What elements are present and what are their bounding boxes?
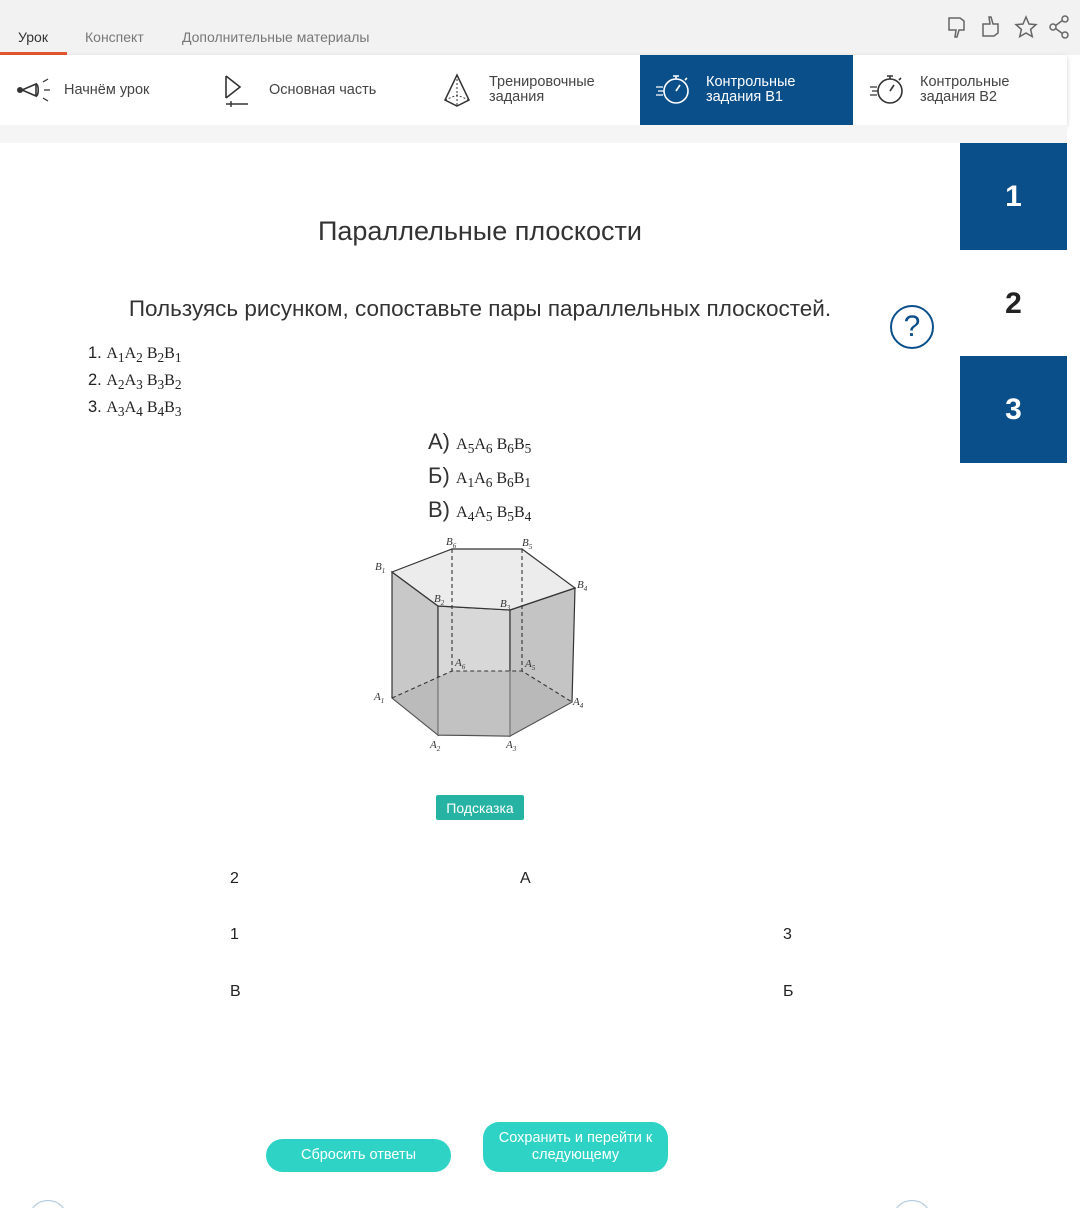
label-a6: $A_6$	[455, 657, 466, 671]
divider-strip	[0, 125, 1067, 143]
drag-tile-3[interactable]: 3	[783, 926, 792, 943]
task-tab-2[interactable]: 2	[960, 250, 1067, 357]
like-icon[interactable]	[980, 14, 1004, 40]
section-label: Начнём урок	[64, 81, 150, 98]
label-b4: $B_4$	[577, 579, 588, 593]
label-b6: $B_6$	[446, 536, 457, 550]
label-b2: $B_2$	[434, 593, 445, 607]
tab-lesson[interactable]: Урок	[18, 29, 48, 45]
section-start-lesson[interactable]	[10, 55, 210, 125]
label-a5: $A_5$	[525, 658, 536, 672]
section-control-tasks-b2[interactable]	[866, 55, 1066, 125]
play-icon	[215, 68, 259, 112]
section-navigation	[0, 55, 1067, 125]
question-text: Пользуясь рисунком, сопоставьте пары параллельных плоскостей.	[128, 296, 832, 321]
page-title: Параллельные плоскости	[317, 216, 642, 246]
lettered-planes-list	[428, 428, 531, 531]
list-item: 3. $A_3A_4$ $B_4B_3$	[88, 398, 182, 420]
prev-nav-button[interactable]	[28, 1200, 68, 1208]
list-item: 2. $A_2A_3$ $B_3B_2$	[88, 371, 182, 393]
next-nav-button[interactable]	[892, 1200, 932, 1208]
list-item: В) $A_4A_5$ $B_5B_4$	[428, 497, 532, 525]
drag-tile-a[interactable]: А	[520, 870, 531, 887]
section-training-tasks[interactable]	[435, 55, 635, 125]
drag-tile-2[interactable]: 2	[230, 870, 239, 887]
label-a3: $A_3$	[506, 739, 517, 753]
label-a4: $A_4$	[573, 696, 584, 710]
help-icon[interactable]: ?	[890, 305, 934, 349]
list-item: 1. $A_1A_2$ $B_2B_1$	[88, 344, 182, 366]
tab-additional-materials[interactable]: Дополнительные материалы	[182, 29, 370, 45]
pyramid-icon	[435, 68, 479, 112]
section-label: Контрольные задания В2	[920, 74, 1010, 105]
section-label: Контрольные задания В1	[706, 74, 796, 105]
drag-tile-1[interactable]: 1	[230, 926, 239, 943]
section-label: Тренировочные задания	[489, 74, 595, 105]
task-tab-3[interactable]: 3	[960, 356, 1067, 463]
label-b5: $B_5$	[522, 537, 533, 551]
drag-tile-b[interactable]: Б	[783, 983, 794, 1000]
list-item: А) $A_5A_6$ $B_6B_5$	[428, 429, 532, 457]
hexagonal-prism-figure	[370, 530, 600, 760]
star-icon[interactable]	[1014, 14, 1038, 40]
list-item: Б) $A_1A_6$ $B_6B_1$	[428, 463, 532, 491]
tab-summary[interactable]: Конспект	[85, 29, 144, 45]
megaphone-icon	[10, 68, 54, 112]
stopwatch-icon	[866, 68, 910, 112]
top-tab-bar	[0, 0, 1080, 55]
drag-tile-v[interactable]: В	[230, 983, 241, 1000]
section-control-tasks-b1[interactable]	[640, 55, 853, 125]
label-b1: $B_1$	[375, 561, 386, 575]
section-main-part[interactable]	[215, 55, 425, 125]
section-label: Основная часть	[269, 81, 377, 98]
label-a1: $A_1$	[374, 691, 385, 705]
numbered-planes-list	[88, 342, 182, 424]
stopwatch-icon	[652, 68, 696, 112]
task-tab-1[interactable]: 1	[960, 143, 1067, 250]
reset-answers-button[interactable]: Сбросить ответы	[266, 1139, 451, 1172]
label-a2: $A_2$	[430, 739, 441, 753]
hint-button[interactable]: Подсказка	[436, 795, 524, 820]
save-and-next-button[interactable]: Сохранить и перейти к следующему	[483, 1122, 668, 1172]
share-icon[interactable]	[1048, 14, 1070, 40]
label-b3: $B_3$	[500, 598, 511, 612]
dislike-icon[interactable]	[946, 14, 970, 40]
